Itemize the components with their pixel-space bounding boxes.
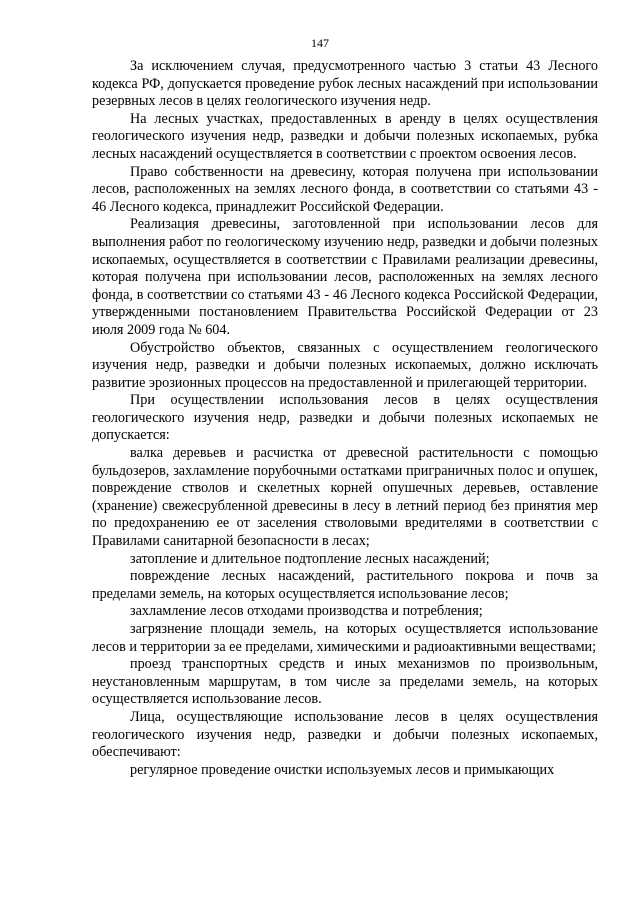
list-item: валка деревьев и расчистка от древесной растительности с помощью бульдозеров, захламление порубочными остатками приграничных полос и опушек, повреждение стволов и скелетных корней опушечных деревьев, оставление (хранение) свежесрубленной древесины в лесу в летний период без принятия мер по предохранению ее от заселения стволовыми вредителями в соответствии с Правилами санитарной безопасности в лесах; [92,445,598,550]
page-number: 147 [311,36,329,50]
paragraph: За исключением случая, предусмотренного частью 3 статьи 43 Лесного кодекса РФ, допускается проведение рубок лесных насаждений при использовании резервных лесов в целях геологического изучения недр. [92,58,598,110]
paragraph: Реализация древесины, заготовленной при использовании лесов для выполнения работ по геологическому изучению недр, разведки и добычи полезных ископаемых, осуществляется в соответствии с Правилами реализации древесины, которая получена при использовании лесов, расположенных на землях лесного фонда, в соответствии со статьями 43 - 46 Лесного кодекса Российской Федерации, утвержденными постановлением Правительства Российской Федерации от 23 июля 2009 года № 604. [92,216,598,338]
paragraph: На лесных участках, предоставленных в аренду в целях осуществления геологического изучения недр, разведки и добычи полезных ископаемых, рубка лесных насаждений осуществляется в соответствии с проектом освоения лесов. [92,110,598,162]
list-item: повреждение лесных насаждений, растительного покрова и почв за пределами земель, на которых осуществляется использование лесов; [92,568,598,602]
list-item: захламление лесов отходами производства и потребления; [130,603,483,620]
paragraph: Обустройство объектов, связанных с осуществлением геологического изучения недр, разведки и добычи полезных ископаемых, должно исключать развитие эрозионных процессов на предоставленной и прилегающей территории. [92,339,598,391]
list-item: загрязнение площади земель, на которых осуществляется использование лесов и территории за ее пределами, химическими и радиоактивными веществами; [92,621,598,655]
list-item: регулярное проведение очистки используемых лесов и примыкающих [130,761,555,778]
list-item: затопление и длительное подтопление лесных насаждений; [130,550,490,567]
document-body [92,58,598,779]
paragraph: Лица, осуществляющие использование лесов в целях осуществления геологического изучения недр, разведки и добычи полезных ископаемых, обеспечивают: [92,708,598,761]
paragraph: При осуществлении использования лесов в целях осуществления геологического изучения недр, разведки и добычи полезных ископаемых не допускается: [92,392,598,444]
paragraph: Право собственности на древесину, которая получена при использовании лесов, расположенных на землях лесного фонда, в соответствии со статьями 43 - 46 Лесного кодекса, принадлежит Российской Федерации. [92,163,598,215]
list-item: проезд транспортных средств и иных механизмов по произвольным, неустановленным маршрутам, в том числе за пределами земель, на которых осуществляется использование лесов. [92,656,598,708]
